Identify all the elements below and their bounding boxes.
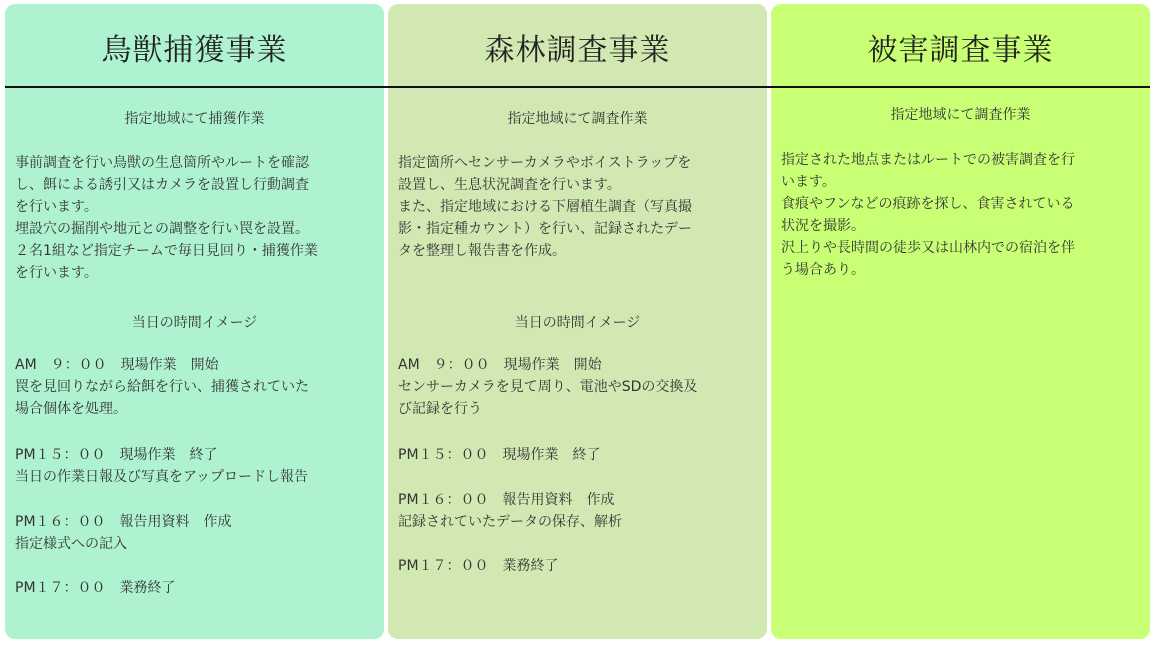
- column-damage-survey: [771, 4, 1150, 639]
- column-description: 指定された地点またはルートでの被害調査を行 います。 食痕やフンなどの痕跡を探し、食害されている 状況を撮影。 沢上りや長時間の徒歩又は山林内での宿泊を伴 う場合あり。: [781, 152, 1075, 278]
- column-subtitle: 指定地域にて調査作業: [890, 107, 1031, 123]
- column-forest-survey: [388, 4, 767, 639]
- column-subtitle: 指定地域にて捕獲作業: [124, 111, 265, 127]
- schedule-item: PM１６：００ 報告用資料 作成 記録されていたデータの保存、解析: [398, 492, 622, 530]
- schedule-item: PM１５：００ 現場作業 終了 当日の作業日報及び写真をアップロードし報告: [15, 447, 309, 485]
- column-wildlife-capture: [5, 4, 384, 639]
- column-title: 被害調査事業: [867, 32, 1054, 68]
- column-subtitle: 指定地域にて調査作業: [507, 111, 648, 127]
- schedule-heading: 当日の時間イメージ: [514, 315, 641, 331]
- column-title: 森林調査事業: [484, 32, 671, 68]
- schedule-item: PM１７：００ 業務終了: [398, 558, 559, 574]
- column-description: 指定箇所へセンサーカメラやボイストラップを 設置し、生息状況調査を行います。 また、指定地域における下層植生調査（写真撮 影・指定種カウント）を行い、記録されたデー タを整理し報告書を作成。: [398, 155, 692, 259]
- schedule-heading: 当日の時間イメージ: [131, 315, 258, 331]
- schedule-item: PM１７：００ 業務終了: [15, 580, 176, 596]
- schedule-item: PM１５：００ 現場作業 終了: [398, 447, 601, 463]
- schedule-item: PM１６：００ 報告用資料 作成 指定様式への記入: [15, 514, 232, 552]
- header-divider: [5, 86, 1150, 88]
- schedule-item: AM ９：００ 現場作業 開始 センサーカメラを見て周り、電池やSDの交換及 び記録を行う: [398, 357, 698, 417]
- schedule-item: AM ９：００ 現場作業 開始 罠を見回りながら給餌を行い、捕獲されていた 場合個体を処理。: [15, 357, 309, 417]
- column-title: 鳥獣捕獲事業: [101, 32, 288, 68]
- column-description: 事前調査を行い鳥獣の生息箇所やルートを確認 し、餌による誘引又はカメラを設置し行動調査 を行います。 埋設穴の掘削や地元との調整を行い罠を設置。 ２名1組など指定チームで毎日見回り・捕獲作業 を行います。: [15, 155, 318, 281]
